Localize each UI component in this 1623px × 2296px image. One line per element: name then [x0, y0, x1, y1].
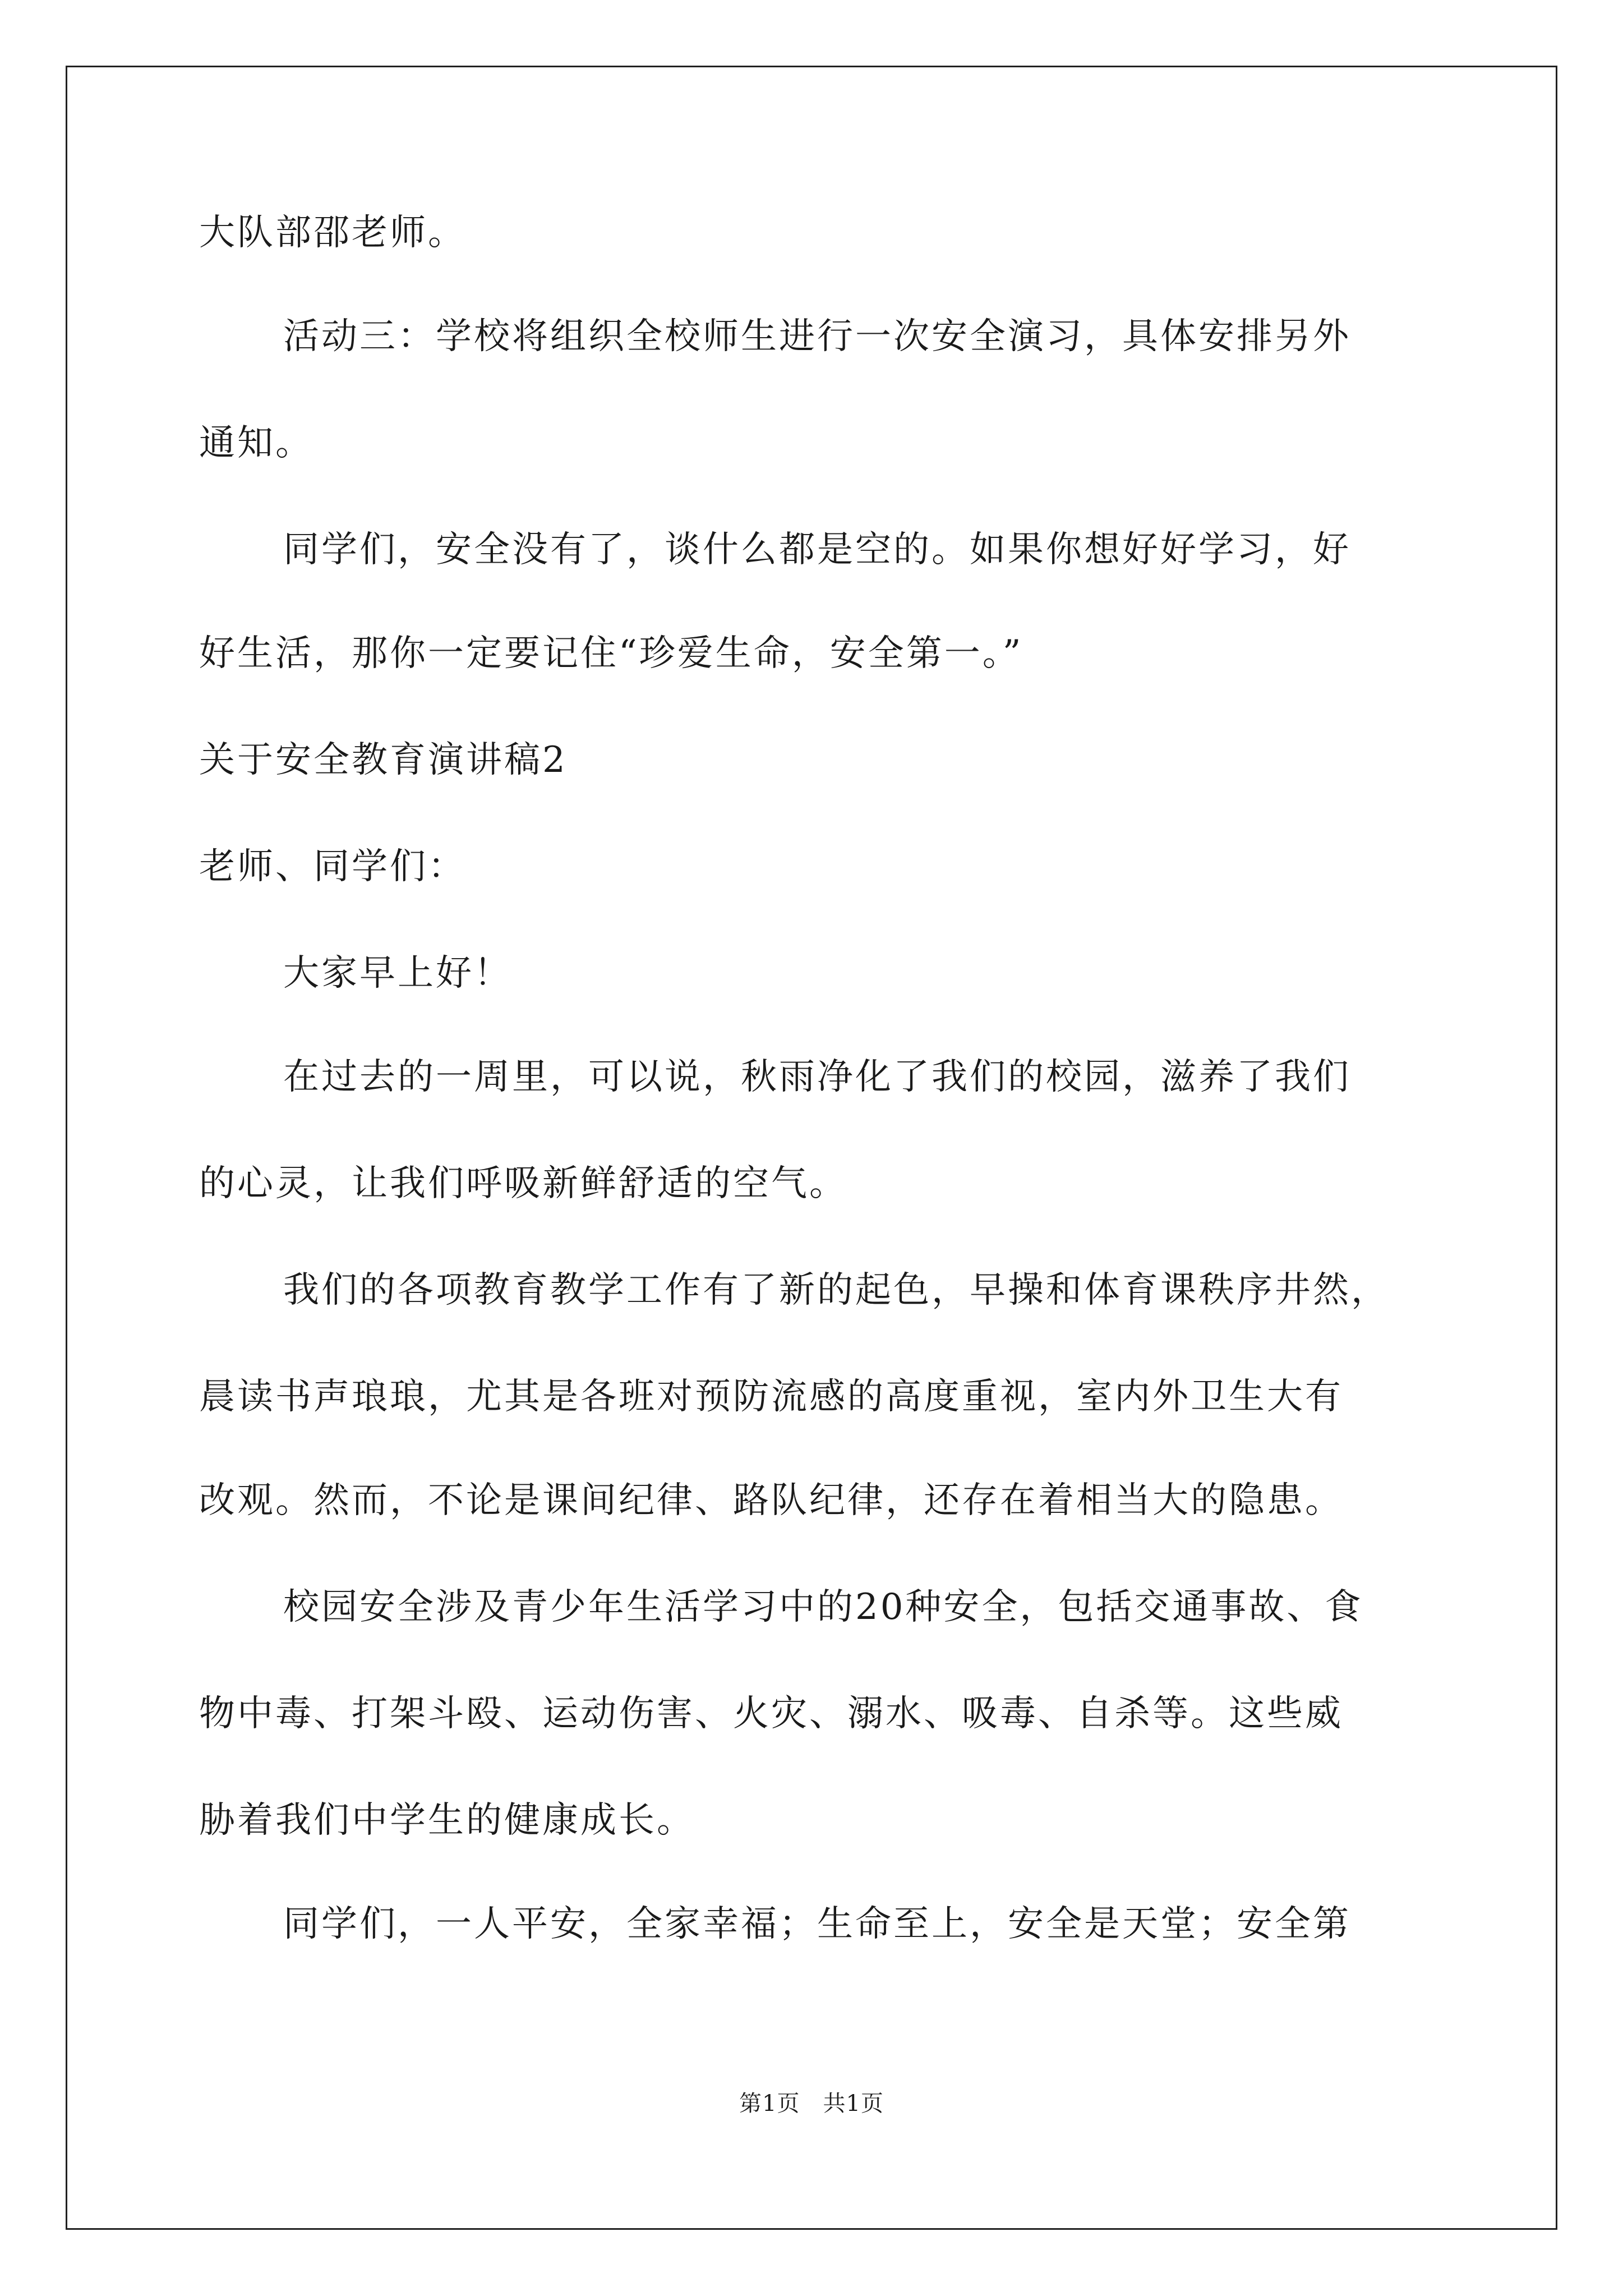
paragraph-line: 在过去的一周里，可以说，秋雨净化了我们的校园，滋养了我们	[283, 1056, 1351, 1098]
text-line: 通知。	[199, 422, 313, 464]
paragraph-line: 活动三：学校将组织全校师生进行一次安全演习，具体安排另外	[283, 316, 1351, 357]
text-line: 大队部邵老师。	[199, 212, 466, 254]
greeting: 大家早上好！	[283, 953, 512, 994]
paragraph-line: 我们的各项教育教学工作有了新的起色，早操和体育课秩序井然，	[283, 1269, 1389, 1311]
paragraph-line: 同学们，安全没有了，谈什么都是空的。如果你想好好学习，好	[283, 529, 1351, 570]
section-heading: 关于安全教育演讲稿2	[199, 739, 568, 781]
text-line: 胁着我们中学生的健康成长。	[199, 1800, 695, 1841]
text-line: 好生活，那你一定要记住“珍爱生命，安全第一。”	[199, 633, 1023, 674]
text-line: 晨读书声琅琅，尤其是各班对预防流感的高度重视，室内外卫生大有	[199, 1376, 1343, 1418]
salutation: 老师、同学们：	[199, 846, 466, 887]
text-line: 物中毒、打架斗殴、运动伤害、火灾、溺水、吸毒、自杀等。这些威	[199, 1693, 1343, 1734]
page-number-footer: 第1页 共1页	[739, 2091, 884, 2116]
paragraph-line: 校园安全涉及青少年生活学习中的20种安全，包括交通事故、食	[283, 1586, 1363, 1628]
paragraph-line: 同学们，一人平安，全家幸福；生命至上，安全是天堂；安全第	[283, 1903, 1351, 1945]
text-line: 的心灵，让我们呼吸新鲜舒适的空气。	[199, 1163, 847, 1204]
text-line: 改观。然而，不论是课间纪律、路队纪律，还存在着相当大的隐患。	[199, 1480, 1343, 1521]
